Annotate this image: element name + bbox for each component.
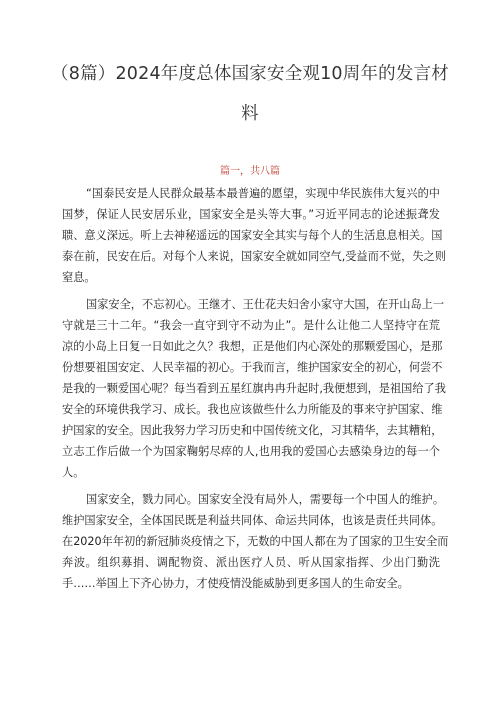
paragraph-line: 聩、意义深远。听上去神秘遥远的国家安全其实与每个人的生活息息相关。国 <box>62 229 443 242</box>
document-title-line-1: （8篇）2024年度总体国家安全观10周年的发言材 <box>51 64 449 84</box>
paragraph-line: 安全的环境供我学习、成长。我也应该做些什么力所能及的事来守护国家、维 <box>62 403 443 416</box>
paragraph-line: “国泰民安是人民群众最基本最普遍的愿望，实现中华民族伟大复兴的中 <box>86 187 440 200</box>
paragraph-line: 手……举国上下齐心协力，才使疫情没能威胁到更多国人的生命安全。 <box>62 577 409 590</box>
paragraph-line: 泰在前，民安在后。对每个人来说，国家安全就如同空气,受益而不觉，失之则 <box>62 250 446 263</box>
paragraph-line: 在2020年年初的新冠肺炎疫情之下，无数的中国人都在为了国家的卫生安全而 <box>62 535 449 548</box>
paragraph-line: 份想要祖国安定、人民幸福的初心。于我而言，维护国家安全的初心，何尝不 <box>62 361 443 374</box>
paragraph-line: 维护国家安全，全体国民既是利益共同体、命运共同体，也该是责任共同体。 <box>62 514 443 527</box>
body-text <box>62 183 449 594</box>
section-label: 篇一，共八篇 <box>220 166 280 177</box>
paragraph-line: 护国家的安全。因此我努力学习历史和中国传统文化，习其精华，去其糟粕， <box>62 424 443 437</box>
paragraph-1 <box>62 183 446 288</box>
document-title-line-2: 料 <box>241 104 259 124</box>
paragraph-line: 是我的一颗爱国心呢？每当看到五星红旗冉冉升起时,我便想到，是祖国给了我 <box>62 382 446 395</box>
paragraph-line: 守就是三十二年。“我会一直守到守不动为止”。是什么让他二人坚持守在荒 <box>62 319 440 332</box>
paragraph-line: 人。 <box>62 466 85 479</box>
paragraph-line: 国家安全，不忘初心。王继才、王仕花夫妇舍小家守大国，在开山岛上一 <box>86 298 445 311</box>
paragraph-line: 国家安全，戮力同心。国家安全没有局外人，需要每一个中国人的维护。 <box>86 493 445 506</box>
paragraph-line: 国梦，保证人民安居乐业，国家安全是头等大事。”习近平同志的论述振聋发 <box>62 208 440 221</box>
paragraph-line: 窒息。 <box>62 271 96 284</box>
paragraph-line: 立志工作后做一个为国家鞠躬尽瘁的人,也用我的爱国心去感染身边的每一个 <box>62 445 440 458</box>
paragraph-line: 奔波。组织募捐、调配物资、派出医疗人员、听从国家指挥、少出门勤洗 <box>62 556 440 569</box>
paragraph-3 <box>62 489 449 594</box>
paragraph-line: 凉的小岛上日复一日如此之久？我想，正是他们内心深处的那颗爱国心，是那 <box>62 340 443 353</box>
paragraph-2 <box>62 294 446 483</box>
